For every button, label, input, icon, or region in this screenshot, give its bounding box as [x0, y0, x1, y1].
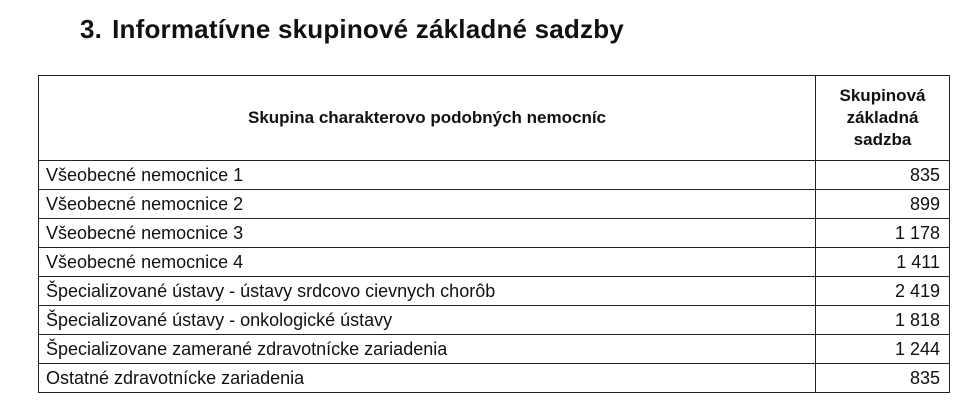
column-header-rate-line2: základná — [846, 108, 919, 127]
table-header-row — [39, 76, 950, 161]
table-row — [39, 190, 950, 219]
rate-cell: 899 — [816, 190, 950, 219]
rate-cell: 1 818 — [816, 306, 950, 335]
table-row — [39, 364, 950, 393]
group-cell: Ostatné zdravotnícke zariadenia — [39, 364, 816, 393]
table-row — [39, 277, 950, 306]
table-row — [39, 161, 950, 190]
column-header-rate-line1: Skupinová — [839, 86, 926, 105]
group-cell: Všeobecné nemocnice 3 — [39, 219, 816, 248]
column-header-group: Skupina charakterovo podobných nemocníc — [39, 76, 816, 161]
rate-cell: 2 419 — [816, 277, 950, 306]
section-number: 3. — [80, 14, 103, 44]
group-cell: Všeobecné nemocnice 1 — [39, 161, 816, 190]
table-row — [39, 306, 950, 335]
group-cell: Všeobecné nemocnice 4 — [39, 248, 816, 277]
group-cell: Špecializované ústavy - ústavy srdcovo cievnych chorôb — [39, 277, 816, 306]
group-cell: Všeobecné nemocnice 2 — [39, 190, 816, 219]
section-title: Informatívne skupinové základné sadzby — [112, 14, 624, 44]
rate-cell: 1 244 — [816, 335, 950, 364]
table-row — [39, 219, 950, 248]
group-cell: Špecializovane zamerané zdravotnícke zariadenia — [39, 335, 816, 364]
section-heading — [80, 14, 624, 45]
group-cell: Špecializované ústavy - onkologické ústavy — [39, 306, 816, 335]
column-header-rate — [816, 76, 950, 161]
column-header-rate-line3: sadzba — [853, 130, 912, 149]
rate-cell: 835 — [816, 364, 950, 393]
table-row — [39, 335, 950, 364]
rate-cell: 1 411 — [816, 248, 950, 277]
table-row — [39, 248, 950, 277]
rates-table — [38, 75, 950, 393]
rate-cell: 1 178 — [816, 219, 950, 248]
rate-cell: 835 — [816, 161, 950, 190]
